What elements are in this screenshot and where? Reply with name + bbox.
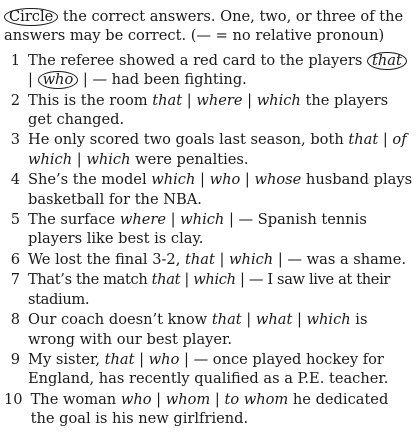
- question-item: [4, 210, 414, 249]
- separator: |: [72, 150, 87, 168]
- question-text: [28, 270, 414, 309]
- question-number: 5: [10, 211, 20, 229]
- separator: |: [235, 271, 249, 289]
- question-item: [4, 130, 414, 169]
- option-1[interactable]: that: [185, 250, 215, 268]
- option-1[interactable]: that: [348, 131, 379, 149]
- separator: |: [179, 350, 194, 368]
- question-number: 8: [10, 311, 20, 329]
- instruction: [4, 7, 414, 46]
- question-item: [4, 91, 414, 130]
- question-text: [28, 91, 414, 130]
- question-stem: Our coach doesn’t know: [28, 311, 212, 329]
- separator: |: [210, 390, 225, 408]
- option-2[interactable]: who: [38, 71, 79, 89]
- option-1[interactable]: which: [151, 171, 196, 189]
- option-2[interactable]: what: [255, 311, 293, 329]
- separator: |: [28, 71, 38, 89]
- option-3[interactable]: which: [256, 91, 301, 109]
- option-2[interactable]: who: [209, 171, 241, 189]
- option-1[interactable]: that: [152, 91, 183, 109]
- question-stem: That’s the match: [28, 271, 152, 289]
- separator: |: [165, 211, 181, 229]
- question-number: 4: [10, 171, 20, 189]
- question-ending: were penalties.: [130, 150, 249, 168]
- option-2[interactable]: which: [193, 271, 236, 289]
- option-3[interactable]: which: [86, 150, 131, 168]
- question-text: [28, 250, 414, 269]
- separator: |: [224, 211, 239, 229]
- option-3[interactable]: —: [193, 350, 209, 368]
- option-1[interactable]: that: [367, 52, 407, 70]
- option-2[interactable]: whom: [165, 390, 211, 408]
- question-stem: He only scored two goals last season, both: [28, 131, 349, 149]
- question-list: [4, 51, 414, 429]
- option-2[interactable]: which: [180, 211, 225, 229]
- question-item: [4, 350, 414, 389]
- question-number: 9: [10, 350, 20, 368]
- question-text: [28, 51, 414, 90]
- question-stem: This is the room: [28, 91, 153, 109]
- option-2[interactable]: where: [196, 91, 243, 109]
- question-stem: The woman: [30, 390, 121, 408]
- option-1[interactable]: where: [119, 211, 166, 229]
- question-item: [4, 310, 414, 349]
- question-ending: was a shame.: [301, 250, 406, 268]
- option-2[interactable]: who: [148, 350, 180, 368]
- separator: |: [180, 271, 194, 289]
- question-ending: is wrong with our best player.: [28, 311, 368, 348]
- question-text: [31, 390, 414, 429]
- separator: |: [214, 250, 230, 268]
- question-item: [4, 170, 414, 209]
- option-1[interactable]: that: [151, 271, 181, 289]
- question-ending: the players get changed.: [28, 91, 389, 129]
- option-2[interactable]: of which: [28, 131, 407, 168]
- question-text: [28, 310, 414, 349]
- option-1[interactable]: who: [120, 390, 152, 408]
- option-1[interactable]: that: [211, 311, 242, 329]
- separator: |: [182, 91, 197, 109]
- separator: |: [242, 91, 257, 109]
- question-ending: once played hockey for England, has recently qualified as a P.E. teacher.: [28, 350, 389, 388]
- question-item: [4, 390, 414, 429]
- question-stem: The referee showed a red card to the players: [28, 51, 368, 69]
- question-number: 1: [10, 51, 20, 69]
- question-stem: She’s the model: [28, 171, 152, 189]
- question-text: [28, 350, 414, 389]
- question-ending: he dedicated the goal is his new girlfriend.: [30, 390, 389, 428]
- question-stem: The surface: [28, 211, 120, 229]
- separator: |: [134, 350, 149, 368]
- separator: |: [78, 71, 93, 89]
- question-number: 3: [10, 131, 20, 149]
- question-ending: husband plays basketball for the NBA.: [28, 171, 413, 208]
- question-text: [28, 170, 414, 209]
- question-stem: My sister,: [28, 350, 105, 368]
- option-3[interactable]: —: [238, 211, 254, 229]
- option-3[interactable]: —: [92, 71, 108, 89]
- separator: |: [292, 311, 307, 329]
- option-3[interactable]: which: [306, 311, 351, 329]
- option-3[interactable]: to whom: [224, 390, 289, 408]
- separator: |: [241, 311, 256, 329]
- separator: |: [273, 250, 288, 268]
- question-item: [4, 250, 414, 269]
- separator: |: [240, 171, 255, 189]
- question-text: [28, 130, 414, 169]
- question-item: [4, 270, 414, 309]
- separator: |: [378, 131, 393, 149]
- question-ending: I saw live at their stadium.: [28, 271, 391, 308]
- option-3[interactable]: —: [248, 271, 264, 289]
- question-text: [28, 210, 414, 249]
- question-item: [4, 51, 414, 90]
- separator: |: [151, 390, 166, 408]
- question-number: 2: [10, 91, 20, 109]
- question-number: 6: [10, 250, 20, 268]
- question-ending: had been fighting.: [107, 71, 247, 89]
- circled-word: Circle: [4, 8, 58, 26]
- instruction-text: the correct answers. One, two, or three of the answers may be correct. (— = no relative pronoun): [4, 8, 404, 45]
- question-ending: Spanish tennis players like best is clay.: [28, 211, 367, 248]
- option-3[interactable]: whose: [254, 171, 302, 189]
- option-1[interactable]: that: [104, 350, 135, 368]
- question-number: 7: [10, 271, 20, 289]
- separator: |: [195, 171, 210, 189]
- option-3[interactable]: —: [287, 250, 302, 268]
- question-stem: We lost the final 3-2,: [28, 250, 185, 268]
- option-2[interactable]: which: [229, 250, 274, 268]
- question-number: 10: [4, 390, 23, 408]
